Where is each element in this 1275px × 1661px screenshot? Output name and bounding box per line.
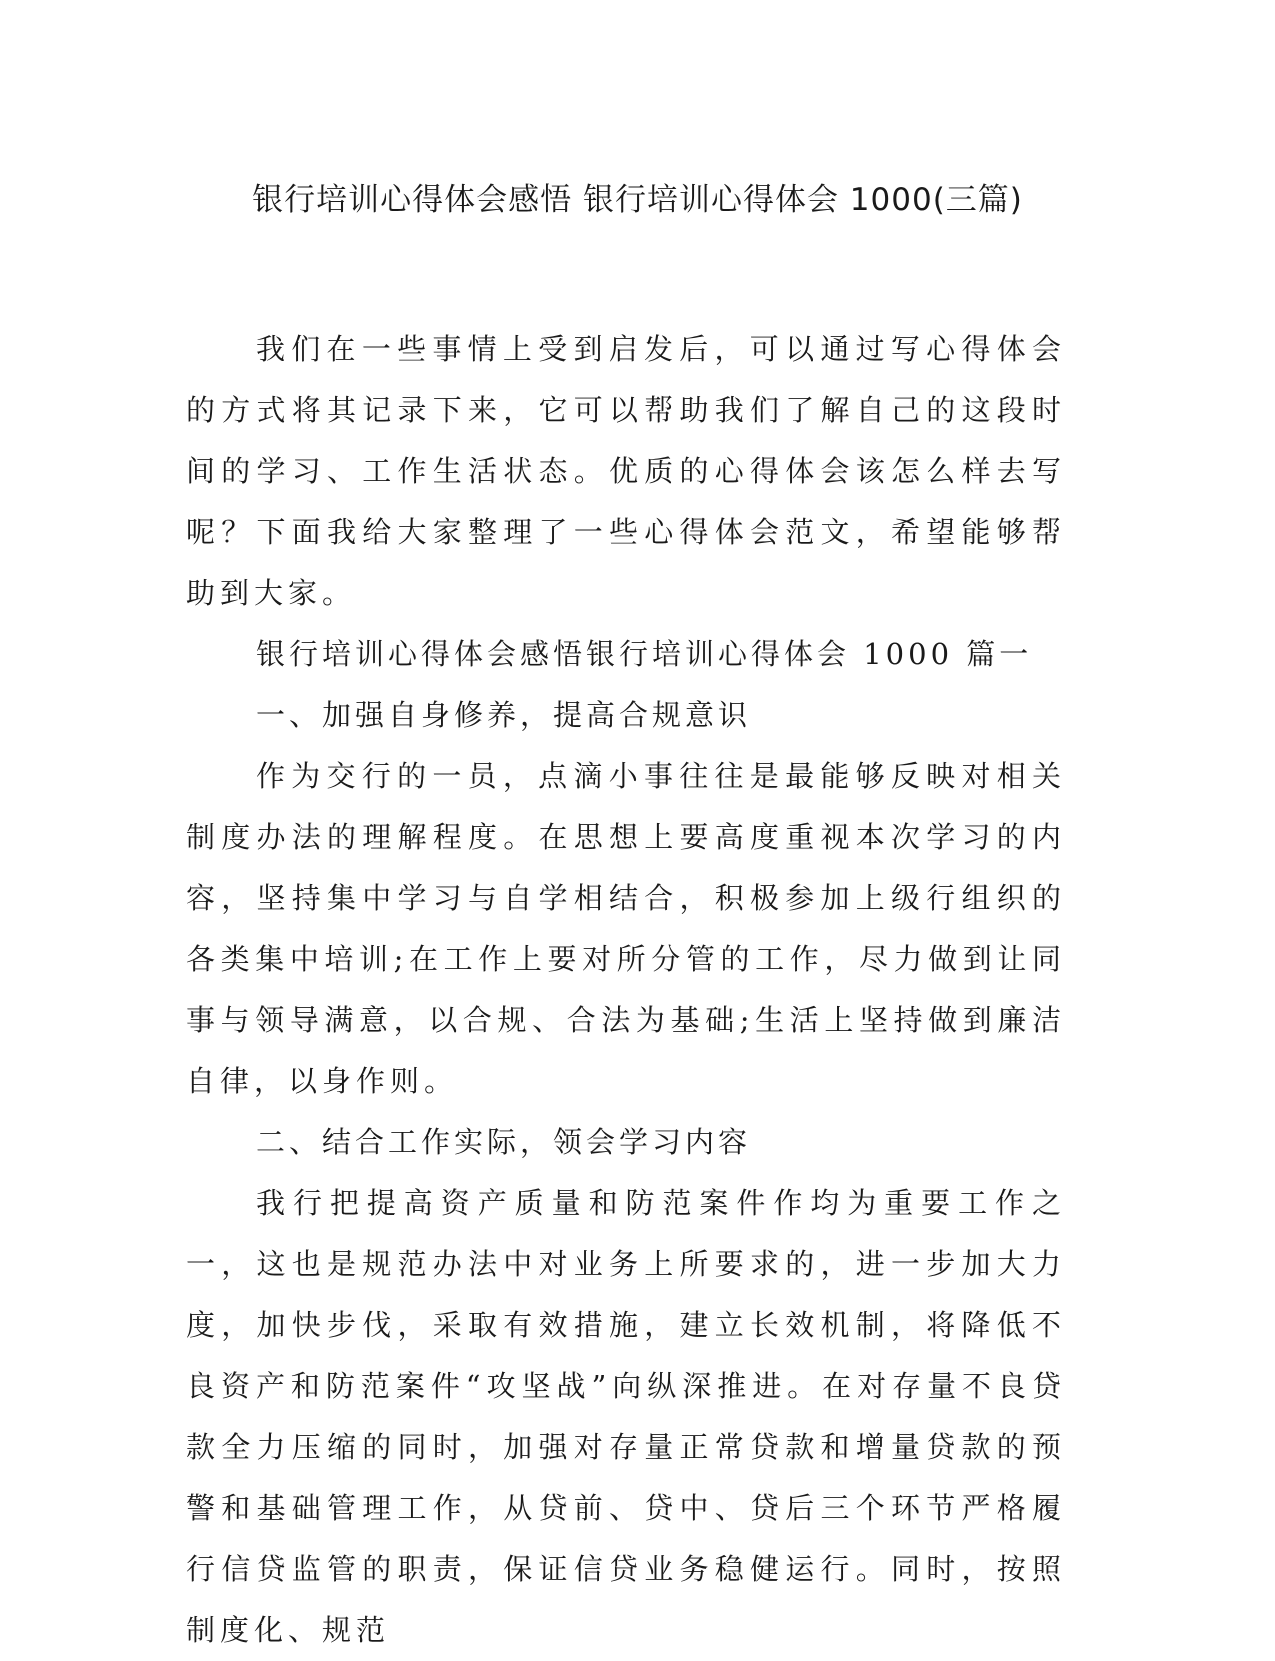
section-title: 银行培训心得体会感悟银行培训心得体会 1000 篇一 <box>256 637 1033 671</box>
section-heading-1: 一、加强自身修养，提高合规意识 <box>256 698 752 732</box>
body-paragraph-1: 作为交行的一员，点滴小事往往是最能够反映对相关制度办法的理解程度。在思想上要高度重视本次学习的内容，坚持集中学习与自学相结合，积极参加上级行组织的各类集中培训;在工作上要对所分管的工作，尽力做到让同事与领导满意，以合规、合法为基础;生活上坚持做到廉洁自律，以身作则。 <box>186 759 1066 1098</box>
document-title: 银行培训心得体会感悟 银行培训心得体会 1000(三篇) <box>252 182 1023 218</box>
intro-paragraph: 我们在一些事情上受到启发后，可以通过写心得体会的方式将其记录下来，它可以帮助我们了解自己的这段时间的学习、工作生活状态。优质的心得体会该怎么样去写呢？下面我给大家整理了一些心得体会范文，希望能够帮助到大家。 <box>186 332 1066 610</box>
body-paragraph-2: 我行把提高资产质量和防范案件作均为重要工作之一，这也是规范办法中对业务上所要求的，进一步加大力度，加快步伐，采取有效措施，建立长效机制，将降低不良资产和防范案件“攻坚战”向纵深推进。在对存量不良贷款全力压缩的同时，加强对存量正常贷款和增量贷款的预警和基础管理工作，从贷前、贷中、贷后三个环节严格履行信贷监管的职责，保证信贷业务稳健运行。同时，按照制度化、规范 <box>186 1186 1066 1647</box>
section-heading-2: 二、结合工作实际，领会学习内容 <box>256 1125 752 1159</box>
document-body <box>186 319 1066 1661</box>
